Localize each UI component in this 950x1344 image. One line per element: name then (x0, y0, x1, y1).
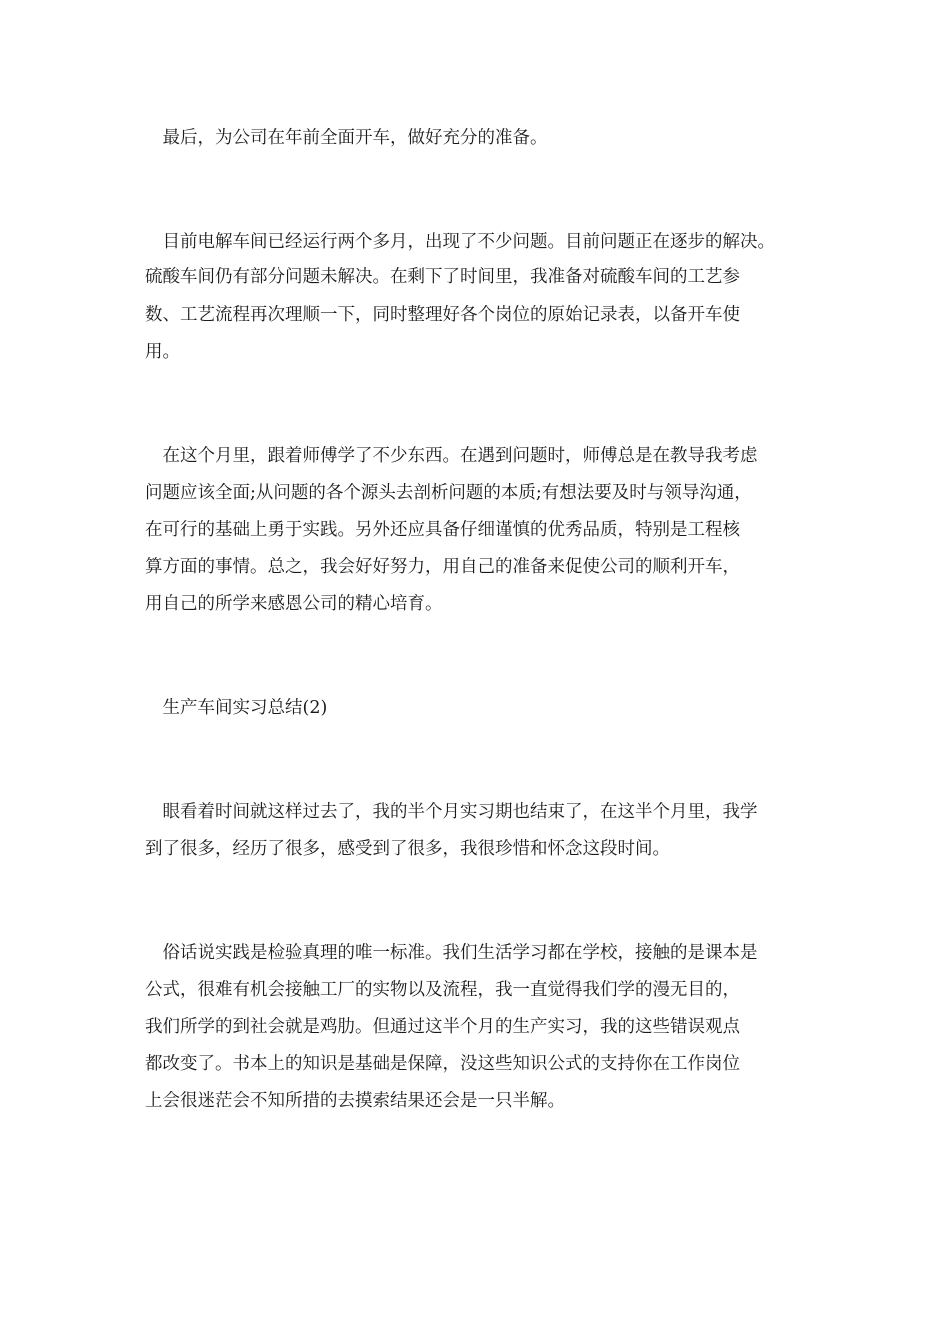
paragraph-line: 在这个月里，跟着师傅学了不少东西。在遇到问题时，师傅总是在教导我考虑 (145, 446, 758, 466)
paragraph-line: 都改变了。书本上的知识是基础是保障，没这些知识公式的支持你在工作岗位 (145, 1054, 740, 1074)
paragraph-line: 目前电解车间已经运行两个多月，出现了不少问题。目前问题正在逐步的解决。 (145, 232, 775, 252)
paragraph-line: 硫酸车间仍有部分问题未解决。在剩下了时间里，我准备对硫酸车间的工艺参 (145, 267, 740, 287)
paragraph-line: 用。 (145, 342, 180, 362)
paragraph-line: 上会很迷茫会不知所措的去摸索结果还会是一只半解。 (145, 1091, 565, 1111)
paragraph-line: 公式，很难有机会接触工厂的实物以及流程，我一直觉得我们学的漫无目的， (145, 980, 740, 1000)
paragraph-line: 最后，为公司在年前全面开车，做好充分的准备。 (145, 128, 548, 148)
paragraph-line: 我们所学的到社会就是鸡肋。但通过这半个月的生产实习，我的这些错误观点 (145, 1017, 740, 1037)
paragraph-line: 算方面的事情。总之，我会好好努力，用自己的准备来促使公司的顺利开车， (145, 557, 740, 577)
paragraph-line: 用自己的所学来感恩公司的精心培育。 (145, 594, 443, 614)
paragraph-line: 俗话说实践是检验真理的唯一标准。我们生活学习都在学校，接触的是课本是 (145, 943, 758, 963)
paragraph-line: 到了很多，经历了很多，感受到了很多，我很珍惜和怀念这段时间。 (145, 839, 670, 859)
paragraph-line: 在可行的基础上勇于实践。另外还应具备仔细谨慎的优秀品质，特别是工程核 (145, 520, 740, 540)
paragraph-line: 数、工艺流程再次理顺一下，同时整理好各个岗位的原始记录表，以备开车使 (145, 305, 740, 325)
paragraph-line: 眼看着时间就这样过去了，我的半个月实习期也结束了，在这半个月里，我学 (145, 802, 758, 822)
paragraph-line: 问题应该全面;从问题的各个源头去剖析问题的本质;有想法要及时与领导沟通， (145, 483, 752, 503)
section-heading: 生产车间实习总结(2) (145, 698, 328, 718)
